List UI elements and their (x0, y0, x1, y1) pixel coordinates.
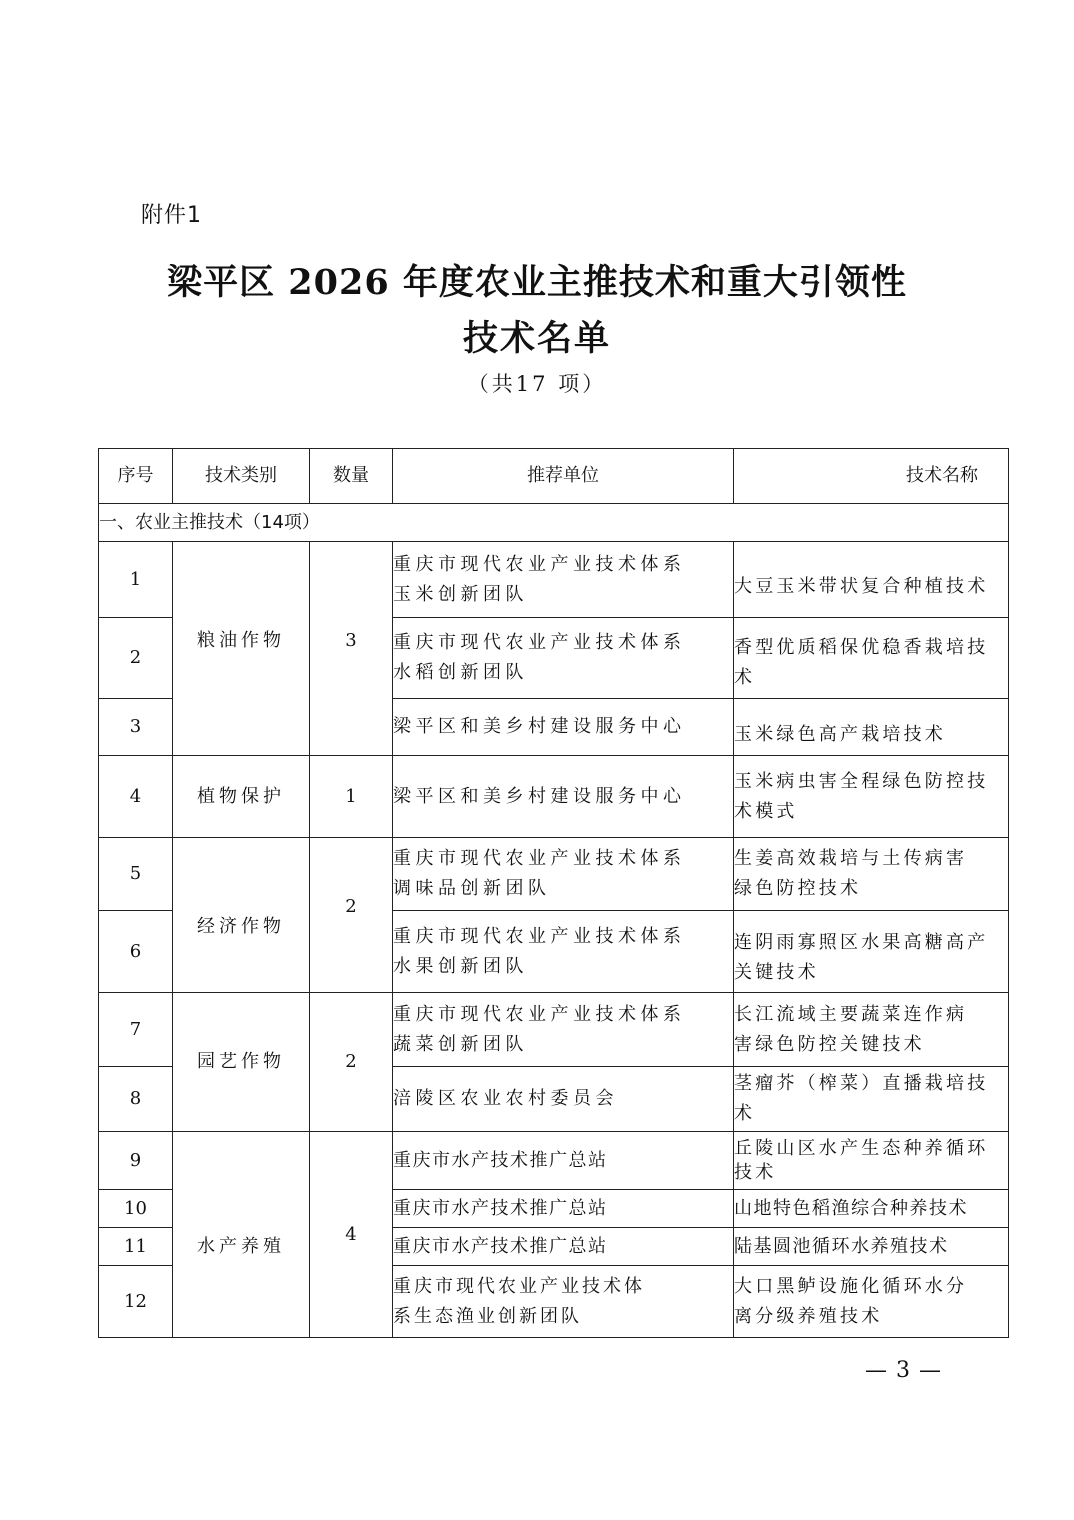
tech-line: 茎瘤芥（榨菜）直播栽培技 (734, 1073, 989, 1094)
row-no: 9 (99, 1132, 173, 1190)
header-category: 技术类别 (173, 449, 310, 504)
count-cell (310, 756, 393, 838)
unit-cell (393, 1132, 734, 1190)
unit-line: 重庆市现代农业产业技术体系 (393, 925, 686, 947)
row-no: 12 (99, 1266, 173, 1338)
unit-cell (393, 1067, 734, 1132)
header-tech: 技术名称 (734, 449, 1009, 504)
unit-line: 重庆市现代农业产业技术体 (393, 1275, 645, 1297)
unit-line: 水稻创新团队 (393, 662, 528, 683)
unit-line: 调味品创新团队 (393, 878, 551, 899)
count-value: 2 (345, 896, 357, 917)
item-count: （共17 项） (467, 372, 607, 396)
header-count: 数量 (310, 449, 393, 504)
section-title: 一、农业主推技术（14项） (99, 504, 1009, 542)
tech-cell (734, 1190, 1009, 1228)
category-label: 植物保护 (197, 785, 285, 807)
row-no: 3 (99, 699, 173, 756)
header-no: 序号 (99, 449, 173, 504)
tech-line: 丘陵山区水产生态种养循环 (734, 1137, 989, 1159)
row-no: 10 (99, 1190, 173, 1228)
category-cell (173, 993, 310, 1132)
tech-line: 连阴雨寡照区水果高糖高产 (734, 931, 989, 953)
count-cell (310, 542, 393, 756)
unit-line: 重庆市现代农业产业技术体系 (393, 632, 686, 653)
unit-cell (393, 1228, 734, 1266)
tech-line: 离分级养殖技术 (734, 1305, 883, 1327)
tech-cell (734, 756, 1009, 838)
tech-line: 害绿色防控关键技术 (734, 1033, 925, 1055)
row-no: 8 (99, 1067, 173, 1132)
category-cell (173, 1132, 310, 1338)
category-label: 粮油作物 (197, 629, 285, 651)
row-no: 5 (99, 838, 173, 911)
row-no: 7 (99, 993, 173, 1067)
table-row (99, 756, 1009, 838)
row-no: 6 (99, 911, 173, 993)
category-cell (173, 756, 310, 838)
count-value: 3 (345, 629, 357, 651)
tech-line: 陆基圆池循环水养殖技术 (734, 1235, 949, 1257)
unit-line: 重庆市现代农业产业技术体系 (393, 1003, 686, 1025)
tech-cell (734, 1266, 1009, 1338)
unit-cell (393, 911, 734, 993)
unit-cell (393, 838, 734, 911)
row-no: 11 (99, 1228, 173, 1266)
tech-cell (734, 1228, 1009, 1266)
row-no: 1 (99, 542, 173, 618)
tech-line: 山地特色稻渔综合种养技术 (734, 1197, 968, 1219)
tech-line: 绿色防控技术 (734, 878, 862, 899)
unit-line: 重庆市现代农业产业技术体系 (393, 553, 686, 575)
unit-line: 重庆市水产技术推广总站 (393, 1197, 608, 1219)
count-value: 1 (345, 785, 357, 807)
tech-line: 关键技术 (734, 961, 819, 983)
tech-cell (734, 993, 1009, 1067)
tech-line: 技术 (734, 1161, 777, 1183)
unit-cell (393, 542, 734, 618)
tech-cell (734, 542, 1009, 618)
count-cell (310, 1132, 393, 1338)
category-cell (173, 838, 310, 993)
unit-cell (393, 618, 734, 699)
attachment-label: 附件1 (141, 203, 202, 228)
tech-cell (734, 911, 1009, 993)
tech-line: 长江流域主要蔬菜连作病 (734, 1003, 968, 1025)
count-value: 2 (345, 1051, 357, 1072)
unit-cell (393, 1190, 734, 1228)
unit-line: 重庆市水产技术推广总站 (393, 1235, 608, 1257)
unit-line: 梁平区和美乡村建设服务中心 (393, 716, 686, 737)
row-no: 2 (99, 618, 173, 699)
tech-line: 术 (734, 1103, 756, 1124)
unit-line: 重庆市水产技术推广总站 (393, 1149, 608, 1171)
tech-cell (734, 618, 1009, 699)
category-label: 水产养殖 (197, 1235, 285, 1257)
unit-cell (393, 699, 734, 756)
category-label: 园艺作物 (197, 1051, 285, 1072)
count-value: 4 (345, 1223, 357, 1245)
unit-line: 系生态渔业创新团队 (393, 1305, 582, 1327)
unit-line: 涪陵区农业农村委员会 (393, 1088, 618, 1109)
page-number: — 3 — (865, 1358, 942, 1383)
table-row (99, 542, 1009, 618)
unit-line: 蔬菜创新团队 (393, 1033, 528, 1055)
unit-line: 重庆市现代农业产业技术体系 (393, 848, 686, 869)
tech-cell (734, 1132, 1009, 1190)
section-row (99, 504, 1009, 542)
tech-line: 玉米病虫害全程绿色防控技 (734, 770, 989, 792)
technology-table (98, 448, 1009, 1338)
unit-line: 水果创新团队 (393, 955, 528, 977)
document-title-line1: 梁平区 2026 年度农业主推技术和重大引领性 (167, 262, 907, 303)
unit-line: 梁平区和美乡村建设服务中心 (393, 785, 686, 807)
header-unit: 推荐单位 (393, 449, 734, 504)
count-cell (310, 838, 393, 993)
tech-line: 玉米绿色高产栽培技术 (734, 724, 946, 745)
tech-line: 术 (734, 667, 756, 688)
unit-cell (393, 993, 734, 1067)
row-no: 4 (99, 756, 173, 838)
tech-line: 大豆玉米带状复合种植技术 (734, 575, 989, 597)
unit-line: 玉米创新团队 (393, 583, 528, 605)
tech-cell (734, 699, 1009, 756)
document-title-line2: 技术名单 (462, 318, 611, 359)
tech-cell (734, 1067, 1009, 1132)
tech-line: 大口黑鲈设施化循环水分 (734, 1275, 968, 1297)
count-cell (310, 993, 393, 1132)
unit-cell (393, 756, 734, 838)
table-row (99, 838, 1009, 911)
table-row (99, 1132, 1009, 1190)
category-cell (173, 542, 310, 756)
unit-cell (393, 1266, 734, 1338)
table-header-row (99, 449, 1009, 504)
category-label: 经济作物 (197, 916, 285, 937)
tech-line: 香型优质稻保优稳香栽培技 (734, 637, 989, 658)
tech-cell (734, 838, 1009, 911)
tech-line: 术模式 (734, 800, 798, 822)
table-row (99, 993, 1009, 1067)
tech-line: 生姜高效栽培与土传病害 (734, 848, 968, 869)
